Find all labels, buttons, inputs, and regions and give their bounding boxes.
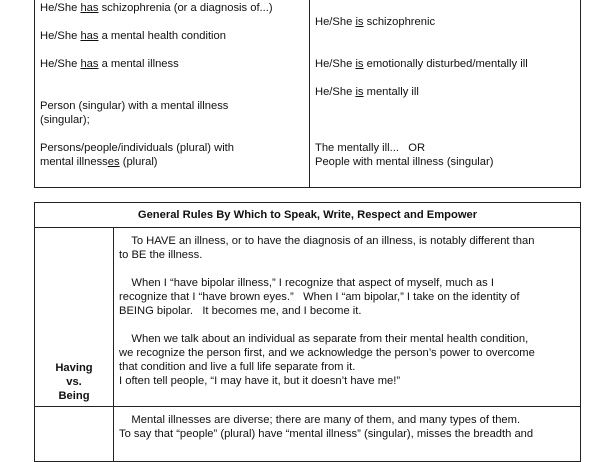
paragraph-line: we recognize the person first, and we acknowledge the person’s power to overcome <box>119 347 535 359</box>
rules-table <box>34 202 581 462</box>
right-term-3: He/She is mentally ill <box>315 86 419 98</box>
paragraph-line: To HAVE an illness, or to have the diagnosis of an illness, is notably different than <box>119 235 535 247</box>
paragraph-line: I often tell people, “I may have it, but it doesn’t have me!” <box>119 375 401 387</box>
rules-row-divider <box>35 406 580 407</box>
left-term-2: He/She has a mental health condition <box>40 30 226 42</box>
paragraph-line: to BE the illness. <box>119 249 203 261</box>
row-label-having-vs-being: Having vs. Being <box>55 362 93 402</box>
rules-title-row <box>35 203 580 228</box>
left-term-4: Person (singular) with a mental illness (singular); <box>40 100 229 126</box>
paragraph-line: that condition and live a full life separate from it. <box>119 361 356 373</box>
paragraph-line: When I “have bipolar illness,” I recognize that aspect of myself, much as I <box>119 277 494 289</box>
paragraph-line: To say that “people” (plural) have “mental illness” (singular), misses the breadth and <box>119 428 534 440</box>
rules-column-divider <box>113 227 114 461</box>
left-term-3: He/She has a mental illness <box>40 58 179 70</box>
paragraph-line: BEING bipolar. It becomes me, and I become it. <box>119 305 362 317</box>
right-term-4: The mentally ill... OR People with mental illness (singular) <box>315 142 494 168</box>
paragraph-line: recognize that I “have brown eyes.” When I “am bipolar,” I take on the identity of <box>119 291 520 303</box>
left-term-1: He/She has schizophrenia (or a diagnosis of...) <box>40 2 273 14</box>
paragraph-line: Mental illnesses are diverse; there are many of them, and many types of them. <box>119 414 521 426</box>
right-term-1: He/She is schizophrenic <box>315 16 436 28</box>
right-term-2: He/She is emotionally disturbed/mentally ill <box>315 58 528 70</box>
column-divider <box>309 0 310 187</box>
rules-title: General Rules By Which to Speak, Write, Respect and Empower <box>137 209 478 221</box>
paragraph-line: When we talk about an individual as separate from their mental health condition, <box>119 333 529 345</box>
left-term-5: Persons/people/individuals (plural) with mental illnesses (plural) <box>40 142 235 168</box>
